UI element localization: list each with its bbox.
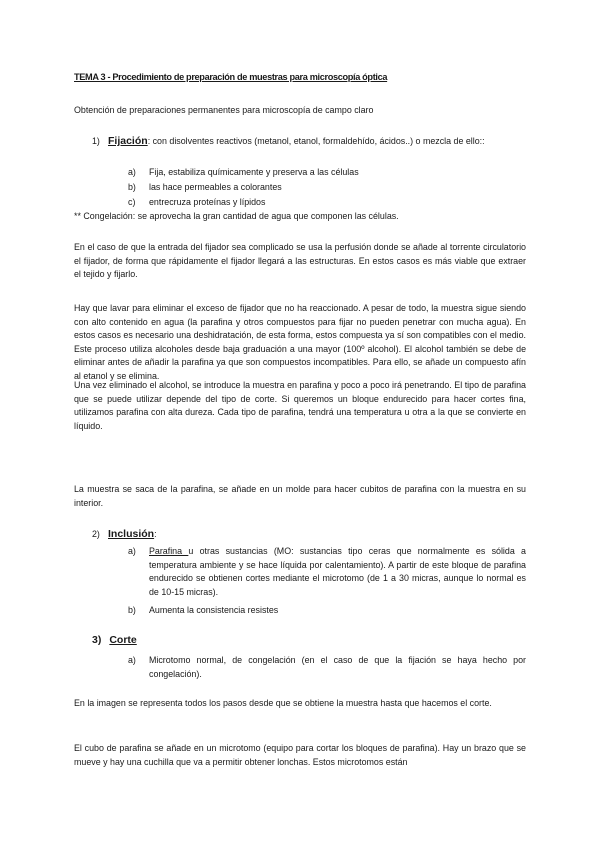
section-inclusion [92,528,526,542]
list-text-body: u otras sustancias (MO: sustancias tipo ceras que normalmente es sólida a temperatura ambiente y se hace líquida por calentamiento). A partir de este bloque de parafina endurecido se obtienen cortes mediante el microtomo (de 1 a 30 micras, aunque lo normal es de 10-15 micras). [149,546,526,597]
list-text: entrecruza proteínas y lípidos [149,197,266,207]
section-number: 3) [92,634,102,646]
list-item [128,166,526,180]
list-letter: a) [128,655,136,665]
list-letter: b) [128,182,136,192]
document-title: TEMA 3 - Procedimiento de preparación de muestras para microscopía óptica [74,72,388,82]
section-number: 2) [92,529,100,539]
note-congelacion: ** Congelación: se aprovecha la gran cantidad de agua que componen las células. [74,211,399,221]
list-item [128,654,526,681]
list-item [128,545,526,599]
list-text: las hace permeables a colorantes [149,182,282,192]
list-letter: c) [128,197,136,207]
list-item [128,604,526,618]
section-intro-text: : con disolventes reactivos (metanol, etanol, formaldehído, ácidos..) o mezcla de ello:: [147,136,485,146]
section-heading [108,528,526,542]
paragraph: Hay que lavar para eliminar el exceso de fijador que no ha reaccionado. A pesar de todo, la muestra sigue siendo con alto contenido en agua (la parafina y otros compuestos para fijar no pueden penetrar con mucha agua). En estos casos es necesario una deshidratación, de esta forma, estos compuesta ya sí son compatibles con el medio. Este proceso utiliza alcoholes desde baja graduación a una mayor (100º alcohol). El alcohol también se debe de eliminar antes de añadir la parafina ya que son compuestos incompatibles. Para ello, se añade un compuesto afín al etanol y se elimina. [74,303,526,381]
document-subtitle: Obtención de preparaciones permanentes para microscopía de campo claro [74,105,374,115]
section-number: 1) [92,136,100,146]
list-item [128,181,526,195]
list-text [149,545,526,599]
list-text: Fija, estabiliza químicamente y preserva a las células [149,167,359,177]
section-intro [108,135,526,149]
list-letter: b) [128,605,136,615]
paragraph: En el caso de que la entrada del fijador sea complicado se usa la perfusión donde se añade al torrente circulatorio el fijador, de forma que rápidamente el fijador llegará a las estructuras. En estos casos es más viable que extraer el tejido y fijarlo. [74,242,526,279]
section-fijacion [92,135,526,149]
section-corte [92,634,137,648]
paragraph: La muestra se saca de la parafina, se añade en un molde para hacer cubitos de parafina con la muestra en su interior. [74,484,526,508]
list-text: Microtomo normal, de congelación (en el caso de que la fijación se haya hecho por congelación). [149,655,526,679]
section-term: Corte [109,634,137,646]
list-letter: a) [128,546,136,556]
list-item [128,196,526,210]
paragraph: El cubo de parafina se añade en un microtomo (equipo para cortar los bloques de parafina). Hay un brazo que se mueve y hay una cuchilla que va a permitir obtener lonchas. Estos microtomos están [74,743,526,767]
paragraph: En la imagen se representa todos los pasos desde que se obtiene la muestra hasta que hacemos el corte. [74,698,492,708]
paragraph: Una vez eliminado el alcohol, se introduce la muestra en parafina y poco a poco irá penetrando. El tipo de parafina que se puede utilizar depende del tipo de corte. Si queremos un bloque endurecido para hacer cortes fina, utilizamos parafina con alta dureza. Cada tipo de parafina, tendrá una temperatura u otra a la que se convierte en líquido. [74,380,526,431]
section-term: Inclusión [108,528,155,540]
list-letter: a) [128,167,136,177]
section-colon: : [154,529,157,539]
list-text: Aumenta la consistencia resistes [149,605,279,615]
section-term: Fijación [108,135,148,147]
list-term: Parafina [149,546,189,556]
